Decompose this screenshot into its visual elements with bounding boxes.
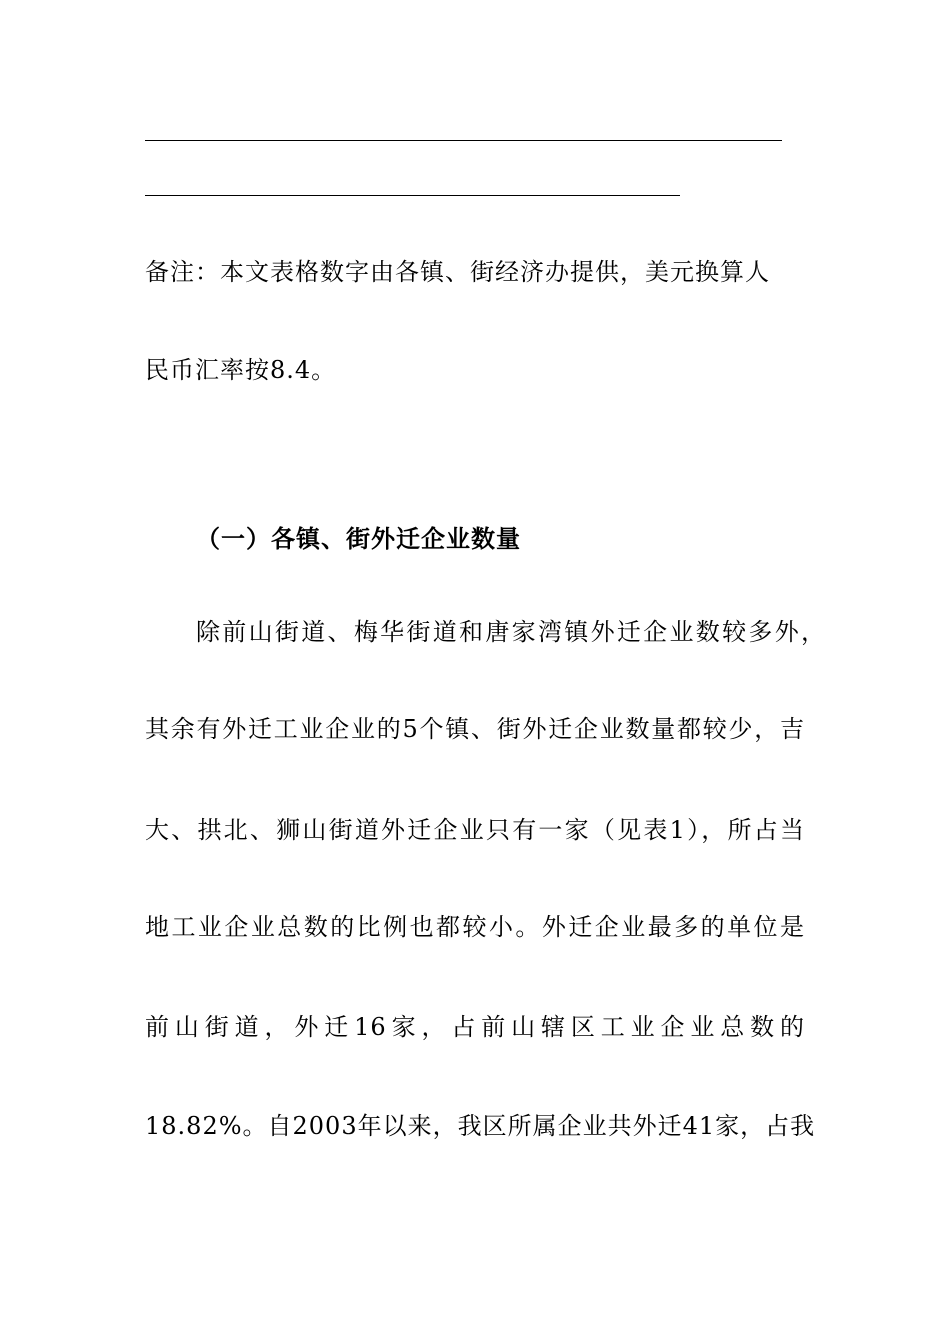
paragraph-line-5: 前山街道，外迁16家，占前山辖区工业企业总数的 [145,1013,805,1041]
paragraph-line-1: 除前山街道、梅华街道和唐家湾镇外迁企业数较多外， [196,618,826,646]
paragraph-line-3: 大、拱北、狮山街道外迁企业只有一家（见表1），所占当 [145,816,805,844]
paragraph-line-4: 地工业企业总数的比例也都较小。外迁企业最多的单位是 [145,913,805,941]
paragraph-line-2: 其余有外迁工业企业的5个镇、街外迁企业数量都较少，吉 [145,715,805,743]
blank-fill-line-1 [145,140,782,141]
blank-fill-line-2 [145,195,680,196]
paragraph-line-6: 18.82%。自2003年以来，我区所属企业共外迁41家，占我 [145,1112,816,1140]
note-line-2: 民币汇率按8.4。 [145,356,337,384]
section-heading: （一）各镇、街外迁企业数量 [196,524,521,553]
note-line-1: 备注：本文表格数字由各镇、街经济办提供，美元换算人 [145,258,770,286]
